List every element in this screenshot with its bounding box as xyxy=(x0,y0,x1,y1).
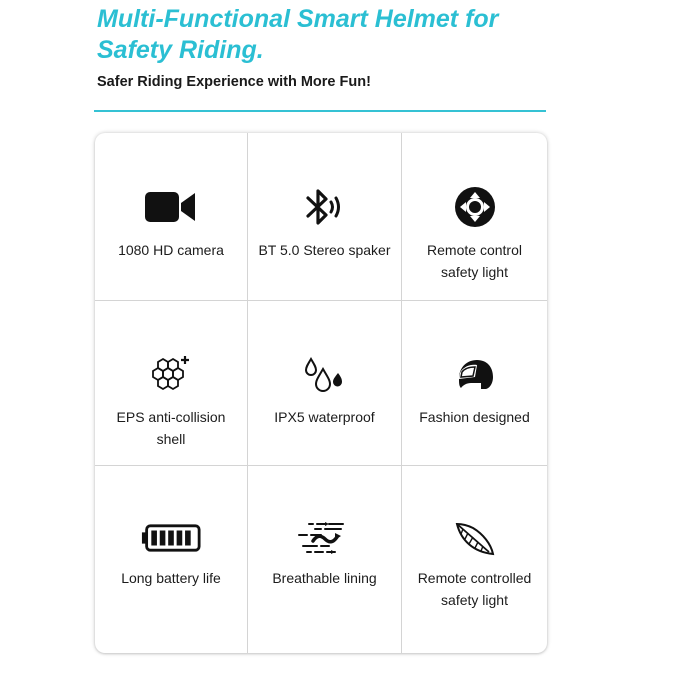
bluetooth-icon xyxy=(295,185,355,229)
page-subtitle: Safer Riding Experience with More Fun! xyxy=(97,74,371,90)
title-divider xyxy=(94,110,546,112)
feature-cell-battery xyxy=(95,466,248,653)
feature-card xyxy=(95,133,547,653)
feature-cell-breathable xyxy=(248,466,402,653)
feature-cell-waterproof xyxy=(248,301,402,466)
feature-cell-remote-controlled xyxy=(402,466,547,653)
water-drops-icon xyxy=(295,353,355,397)
feature-label: Long battery life xyxy=(121,570,221,586)
battery-icon xyxy=(141,516,201,560)
feature-cell-remote-light xyxy=(402,133,547,301)
feather-icon xyxy=(445,516,505,560)
honeycomb-icon xyxy=(141,353,201,397)
airflow-icon xyxy=(295,516,355,560)
feature-label: 1080 HD camera xyxy=(118,242,224,258)
helmet-icon xyxy=(445,353,505,397)
feature-label: Remote control safety light xyxy=(427,242,522,280)
feature-grid xyxy=(95,133,547,653)
feature-cell-eps-shell xyxy=(95,301,248,466)
feature-label: EPS anti-collision shell xyxy=(116,409,226,447)
feature-label: Breathable lining xyxy=(272,570,377,586)
video-camera-icon xyxy=(141,185,201,229)
feature-label: IPX5 waterproof xyxy=(274,409,375,425)
feature-cell-camera xyxy=(95,133,248,301)
feature-label: Fashion designed xyxy=(419,409,530,425)
dpad-light-icon xyxy=(445,185,505,229)
feature-label: BT 5.0 Stereo spaker xyxy=(258,242,391,258)
page-title xyxy=(97,4,577,66)
title-line-2: Safety Riding. xyxy=(97,36,264,64)
feature-label: Remote controlled safety light xyxy=(417,570,532,608)
feature-cell-fashion xyxy=(402,301,547,466)
title-line-1: Multi-Functional Smart Helmet for xyxy=(97,5,499,33)
feature-cell-bluetooth xyxy=(248,133,402,301)
